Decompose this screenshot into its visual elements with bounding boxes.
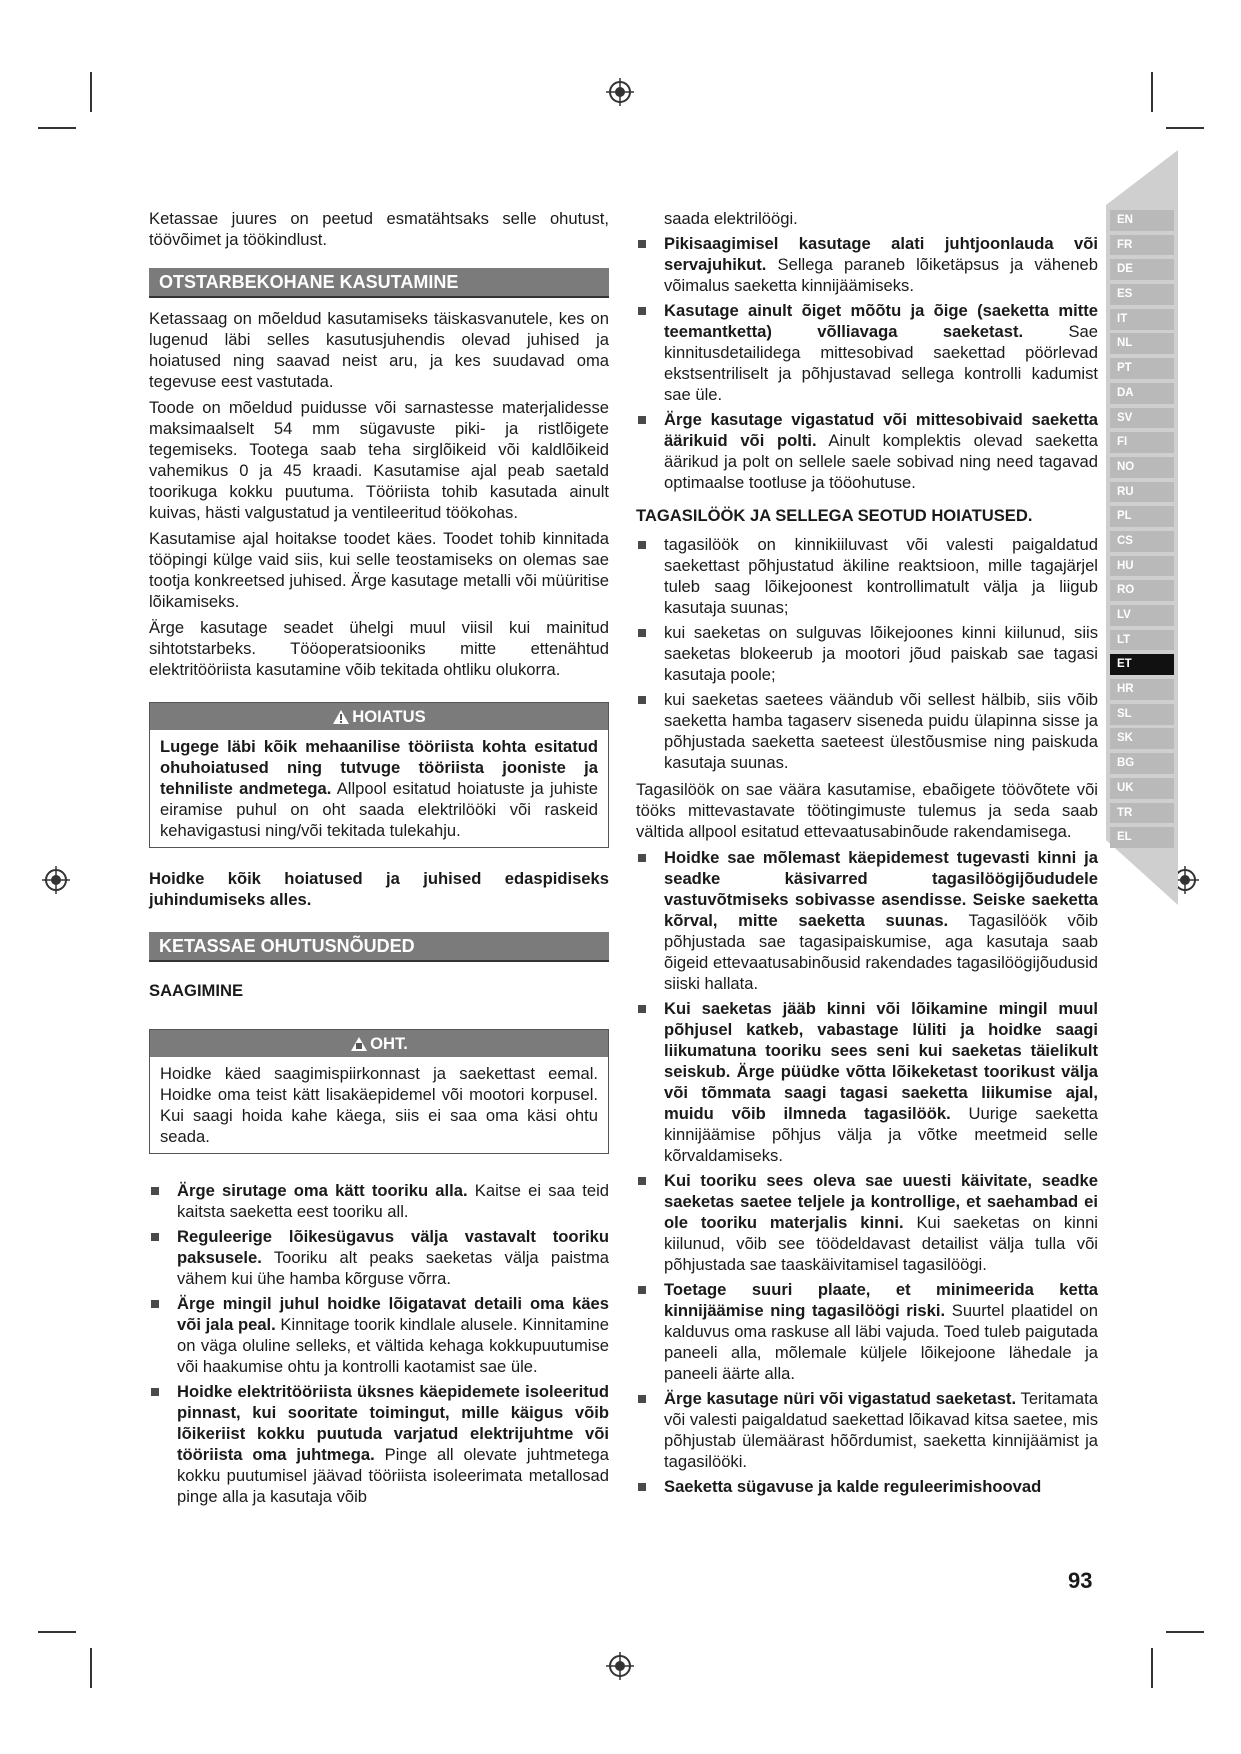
warning-box — [149, 702, 609, 848]
language-tab-no[interactable]: NO — [1110, 457, 1174, 478]
list-item: tagasilöök on kinnikiiluvast või valesti paigaldatud saekettast põhjustatud äkiline reaktsioon, mille tagajärjel tuleb saag lõikejoonest kontrollimatult välja ja liigub kasutaja suunas; — [636, 534, 1098, 618]
continued-text: saada elektrilöögi. — [664, 209, 798, 228]
warning-text: Allpool esitatud hoiatuste ja juhiste eiramise puhul on oht saada elektrilööki või raskeid kehavigastusi ning/või tekitada tulekahju. — [160, 779, 598, 840]
language-tab-de[interactable]: DE — [1110, 259, 1174, 280]
language-tab-tr[interactable]: TR — [1110, 803, 1174, 824]
registration-mark-icon — [42, 866, 70, 894]
paragraph: Kasutamise ajal hoitakse toodet käes. Toodet tohib kinnitada tööpingi külge vaid siis, kui selle teostamiseks on olemas sae tootja konkreetsed juhised. Ärge kasutage metalli või müüritise lõikamiseks. — [149, 529, 609, 611]
language-tab-el[interactable]: EL — [1110, 827, 1174, 848]
danger-title: OHT. — [150, 1030, 608, 1057]
language-tab-ru[interactable]: RU — [1110, 482, 1174, 503]
language-tab-ro[interactable]: RO — [1110, 580, 1174, 601]
registration-mark-icon — [606, 1652, 634, 1680]
crop-mark — [90, 1648, 92, 1688]
list-item: kui saeketas on sulguvas lõikejoones kinni kiilunud, siis saeketas blokeerub ja mootori jõud paiskab sae tagasi kasutaja poole; — [636, 622, 1098, 685]
list-item: Kasutage ainult õiget mõõtu ja õige (saeketta mitte teemantketta) võlliavaga saeketast. Sae kinnitusdetailidega mittesobivad saekettad pöörlevad ekstsentriliselt ja põhjustavad sellega kontrolli kadumist sae üle. — [636, 300, 1098, 405]
language-tab-uk[interactable]: UK — [1110, 778, 1174, 799]
paragraph: Toode on mõeldud puidusse või sarnastesse materjalidesse maksimaalselt 54 mm sügavuste piki- ja ristlõigete tegemiseks. Tootega saab teha sirglõikeid või kaldlõikeid vahemikus 0 ja 45 kraadi. Kasutamise ajal peab saetald toorikuga kokku puutuma. Tööriista tohib kasutada ainult kuivas, hästi valgustatud ja ventileeritud töökohas. — [149, 398, 609, 522]
language-tab-lv[interactable]: LV — [1110, 605, 1174, 626]
list-item: Ärge mingil juhul hoidke lõigatavat detaili oma käes või jala peal. Kinnitage toorik kindlale alusele. Kinnitamine on väga oluline selleks, et vältida kehaga kokkupuutumise või haakumise ohtu ja kontrolli kaotamist sae üle. — [149, 1293, 609, 1377]
section-heading-safety: KETASSAE OHUTUSNÕUDED — [149, 932, 609, 962]
list-item: Kui saeketas jääb kinni või lõikamine mingil muul põhjusel katkeb, vabastage lüliti ja hoidke saagi liikumatuna tooriku sees seni kui saeketas täielikult seiskub. Ärge püüdke võtta lõikeketast toorikust välja või tõmmata saagi tagasi saeketta liikumise ajal, muidu võib ilmneda tagasilöök. Uurige saeketta kinnijäämise põhjus välja ja võtke meetmeid selle kõrvaldamiseks. — [636, 998, 1098, 1166]
bullet-list-right-1 — [636, 233, 1098, 493]
hand-hazard-icon — [350, 1036, 368, 1052]
language-tab-et[interactable]: ET — [1110, 654, 1174, 675]
paragraph: Ärge kasutage seadet ühelgi muul viisil kui mainitud sihtotstarbeks. Tööoperatsiooniks mitte ettenähtud elektritööriista kasutamine võib tekitada ohtliku olukorra. — [149, 618, 609, 679]
list-item: Pikisaagimisel kasutage alati juhtjoonlauda või servajuhikut. Sellega paraneb lõiketäpsus ja väheneb võimalus saeketta kinnijäämiseks. — [636, 233, 1098, 296]
danger-body: Hoidke käed saagimispiirkonnast ja saekettast eemal. Hoidke oma teist kätt lisakäepidemel või mootori korpusel. Kui saagi hoida kahe käega, siis ei saa oma käsi ohtu seada. — [160, 1064, 598, 1146]
language-tab-cs[interactable]: CS — [1110, 531, 1174, 552]
list-item: kui saeketas saetees väändub või sellest hälbib, siis võib saeketta hamba tagaserv siseneda puidu ülapinna sisse ja põhjustada saeketta saeteest ülestõusmise ning paiskuda kasutaja suunas. — [636, 689, 1098, 773]
language-tab-da[interactable]: DA — [1110, 383, 1174, 404]
crop-mark — [1166, 1631, 1204, 1633]
warning-bold-text: Lugege läbi kõik mehaanilise tööriista kohta esitatud ohuhoiatused ning tutvuge tööriista jooniste ja tehniliste andmetega. — [160, 737, 598, 798]
warning-body — [150, 730, 608, 847]
crop-mark — [90, 72, 92, 112]
language-tab-lt[interactable]: LT — [1110, 630, 1174, 651]
language-tab-fr[interactable]: FR — [1110, 235, 1174, 256]
warning-triangle-icon — [332, 709, 350, 725]
list-item: Saeketta sügavuse ja kalde reguleerimishoovad — [636, 1476, 1098, 1497]
section-heading-intended-use: OTSTARBEKOHANE KASUTAMINE — [149, 268, 609, 298]
language-tab-bg[interactable]: BG — [1110, 753, 1174, 774]
crop-mark — [1151, 1648, 1153, 1688]
left-column — [149, 208, 609, 1513]
language-tab-nl[interactable]: NL — [1110, 333, 1174, 354]
kickback-paragraph: Tagasilöök on sae väära kasutamise, ebaõigete töövõtete või tööks mittevastavate töötingimuste tulemus ja seda saab vältida allpool esitatud ettevaatusabinõude rakendamisega. — [636, 780, 1098, 841]
right-column — [636, 208, 1098, 1503]
language-tab-en[interactable]: EN — [1110, 210, 1174, 231]
crop-mark — [1166, 127, 1204, 129]
crop-mark — [38, 1631, 76, 1633]
list-item: Ärge sirutage oma kätt tooriku alla. Kaitse ei saa teid kaitsta saeketta eest tooriku all. — [149, 1180, 609, 1222]
language-tab-pt[interactable]: PT — [1110, 358, 1174, 379]
kickback-heading: TAGASILÖÖK JA SELLEGA SEOTUD HOIATUSED. — [636, 506, 1033, 525]
list-item: Ärge kasutage nüri või vigastatud saeketast. Teritamata või valesti paigaldatud saekettad lõikavad kitsa saetee, mis põhjustab ülemäärast hõõrdumist, saeketta kinnijäämist ja tagasilööki. — [636, 1388, 1098, 1472]
list-item: Hoidke sae mõlemast käepidemest tugevasti kinni ja seadke käsivarred tagasilöögijõududele vastuvõtmiseks sobivasse asendisse. Seiske saeketta kõrval, mitte saeketta suunas. Tagasilöök võib põhjustada sae tagasipaiskumise, aga kasutaja saab õigeid ettevaatusabinõusid rakendades tagasilöögijõudusid siiski hallata. — [636, 847, 1098, 994]
list-item: Hoidke elektritööriista üksnes käepidemete isoleeritud pinnast, kui sooritate toimingut, mille käigus võib lõikeriist kokku puutuda varjatud elektrijuhtme või tööriista oma juhtmega. Pinge all olevate juhtmetega kokku puutumisel jäävad tööriista isoleerimata metallosad pinge alla ja kasutaja võib — [149, 1381, 609, 1507]
keep-instructions: Hoidke kõik hoiatused ja juhised edaspidiseks juhindumiseks alles. — [149, 869, 609, 909]
bullet-list-right-2 — [636, 534, 1098, 773]
registration-mark-icon — [606, 78, 634, 106]
language-tab-pl[interactable]: PL — [1110, 506, 1174, 527]
language-tab-sv[interactable]: SV — [1110, 408, 1174, 429]
list-item: Toetage suuri plaate, et minimeerida ketta kinnijäämise ning tagasilöögi riski. Suurtel plaatidel on kalduvus oma raskuse all läbi vajuda. Toed tuleb paigutada paneeli alla, mõlemale küljele lõikejoone lähedale ja paneeli äärte alla. — [636, 1279, 1098, 1384]
bullet-list-left — [149, 1180, 609, 1507]
language-tab-hr[interactable]: HR — [1110, 679, 1174, 700]
list-item: Reguleerige lõikesügavus välja vastavalt tooriku paksusele. Tooriku alt peaks saeketas välja paistma vähem kui ühe hamba kõrguse võrra. — [149, 1226, 609, 1289]
bullet-list-right-3 — [636, 847, 1098, 1497]
list-item: Ärge kasutage vigastatud või mittesobivaid saeketta äärikuid või polti. Ainult komplektis olevad saeketta äärikud ja polt on sellele saele sobivad ning need tagavad optimaalse tootluse ja tööohutuse. — [636, 409, 1098, 493]
language-tab-it[interactable]: IT — [1110, 309, 1174, 330]
language-tab-sk[interactable]: SK — [1110, 728, 1174, 749]
crop-mark — [1151, 72, 1153, 112]
intro-paragraph: Ketassae juures on peetud esmatähtsaks selle ohutust, töövõimet ja töökindlust. — [149, 209, 609, 249]
list-item: Kui tooriku sees oleva sae uuesti käivitate, seadke saeketas saetee teljele ja kontrollige, et saehambad ei ole tooriku materjalis kinni. Kui saeketas on kinni kiilunud, võib see töödeldavast detailist välja tulla või põhjustada sae taaskäivitamisel tagasilöögi. — [636, 1170, 1098, 1275]
paragraph: Ketassaag on mõeldud kasutamiseks täiskasvanutele, kes on lugenud läbi selles kasutusjuhendis olevad juhised ja hoiatused ning saavad neist aru, ja kes suudavad oma tegevuse eest vastutada. — [149, 309, 609, 391]
language-tab-es[interactable]: ES — [1110, 284, 1174, 305]
language-tab-fi[interactable]: FI — [1110, 432, 1174, 453]
crop-mark — [38, 127, 76, 129]
page-number: 93 — [1068, 1568, 1093, 1593]
language-tabs — [1110, 210, 1174, 852]
warning-title: HOIATUS — [150, 703, 608, 730]
danger-box — [149, 1029, 609, 1154]
subheading-sawing: SAAGIMINE — [149, 981, 244, 1000]
language-tab-sl[interactable]: SL — [1110, 704, 1174, 725]
language-tab-hu[interactable]: HU — [1110, 556, 1174, 577]
